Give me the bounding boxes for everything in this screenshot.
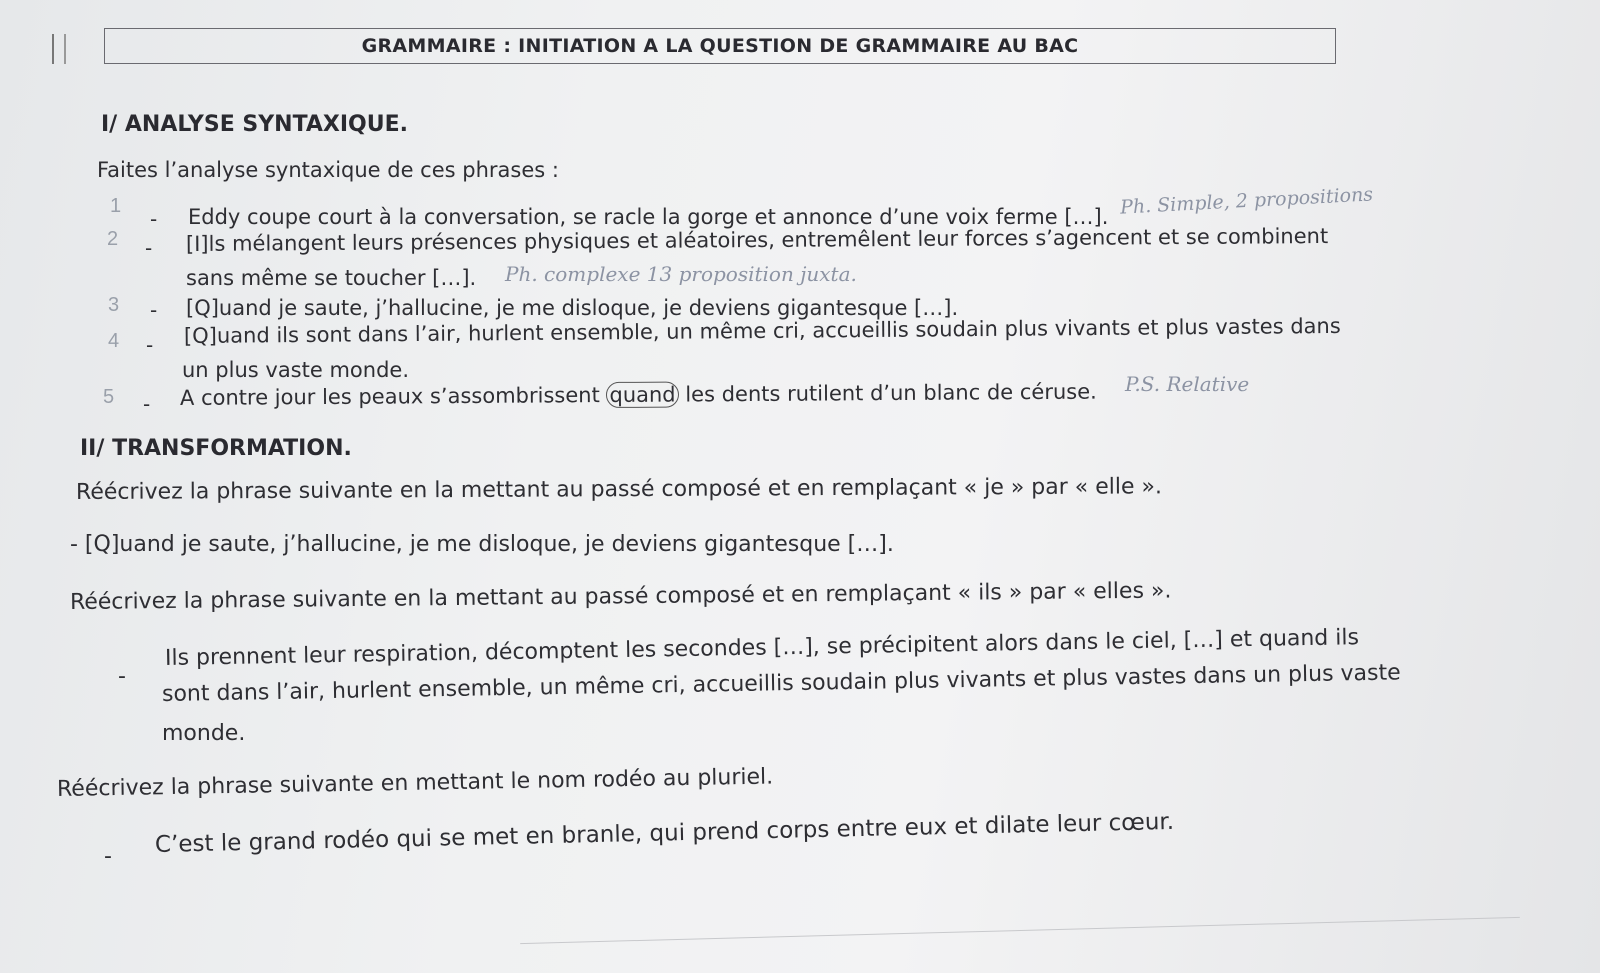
item2-dash: -	[145, 236, 153, 260]
ex3-instruction: Réécrivez la phrase suivante en mettant le nom rodéo au pluriel.	[56, 764, 774, 802]
title-box	[104, 28, 1336, 64]
item5-circled-word: quand	[606, 382, 678, 409]
ex3-dash: -	[104, 844, 112, 869]
ex2-line3: monde.	[162, 721, 246, 746]
item4-text: [Q]uand ils sont dans l’air, hurlent ensemble, un même cri, accueillis soudain plus vivants et plus vastes dans	[183, 313, 1341, 348]
ex1-instruction: Réécrivez la phrase suivante en la mettant au passé composé et en remplaçant « je » par « elle ».	[75, 474, 1163, 505]
item4-dash: -	[146, 333, 154, 357]
paper-crease-line	[520, 917, 1520, 944]
ex1-sentence: - [Q]uand je saute, j’hallucine, je me disloque, je deviens gigantesque […].	[70, 532, 894, 557]
item2-text: [I]ls mélangent leurs présences physiques et aléatoires, entremêlent leur forces s’agencent et se combinent	[185, 224, 1329, 256]
ex2-line2: sont dans l’air, hurlent ensemble, un même cri, accueillis soudain plus vivants et plus vastes dans un plus vaste	[161, 660, 1401, 707]
item1-handwritten-note: Ph. Simple, 2 propositions	[1119, 183, 1374, 219]
item5-number: 5	[103, 386, 115, 408]
item1-text: Eddy coupe court à la conversation, se racle la gorge et annonce d’une voix ferme […].	[188, 205, 1109, 229]
ex2-instruction: Réécrivez la phrase suivante en la mettant au passé composé et en remplaçant « ils » par « elles ».	[69, 578, 1172, 615]
item4-number: 4	[108, 330, 120, 352]
margin-mark	[52, 34, 66, 64]
section1-instruction: Faites l’analyse syntaxique de ces phrases :	[97, 158, 559, 182]
section2-heading: II/ TRANSFORMATION.	[80, 436, 352, 461]
ex3-sentence: C’est le grand rodéo qui se met en branle, qui prend corps entre eux et dilate leur cœur.	[154, 808, 1175, 858]
item2-number: 2	[107, 228, 119, 250]
ex2-line1: Ils prennent leur respiration, décomptent les secondes […], se précipitent alors dans le ciel, […] et quand ils	[164, 625, 1360, 671]
item2-handwritten-note: Ph. complexe 13 proposition juxta.	[505, 262, 857, 286]
item3-text: [Q]uand je saute, j’hallucine, je me disloque, je deviens gigantesque […].	[186, 296, 959, 320]
item1-number: 1	[110, 195, 122, 217]
item1-dash: -	[150, 207, 158, 231]
item5-text-before: A contre jour les peaux s’assombrissent	[179, 383, 607, 410]
item5-text-after: les dents rutilent d’un blanc de céruse.	[678, 379, 1097, 407]
ex2-dash: -	[118, 664, 126, 689]
item2-text-continued: sans même se toucher […].	[186, 266, 477, 290]
item3-dash: -	[150, 298, 158, 322]
page-title: GRAMMAIRE : INITIATION A LA QUESTION DE GRAMMAIRE AU BAC	[361, 35, 1079, 57]
item5-handwritten-note: P.S. Relative	[1125, 372, 1250, 396]
item5-dash: -	[143, 392, 151, 416]
item5-text	[180, 380, 1097, 410]
section1-heading: I/ ANALYSE SYNTAXIQUE.	[101, 112, 409, 137]
item4-text-continued: un plus vaste monde.	[182, 358, 409, 382]
item3-number: 3	[108, 294, 120, 316]
